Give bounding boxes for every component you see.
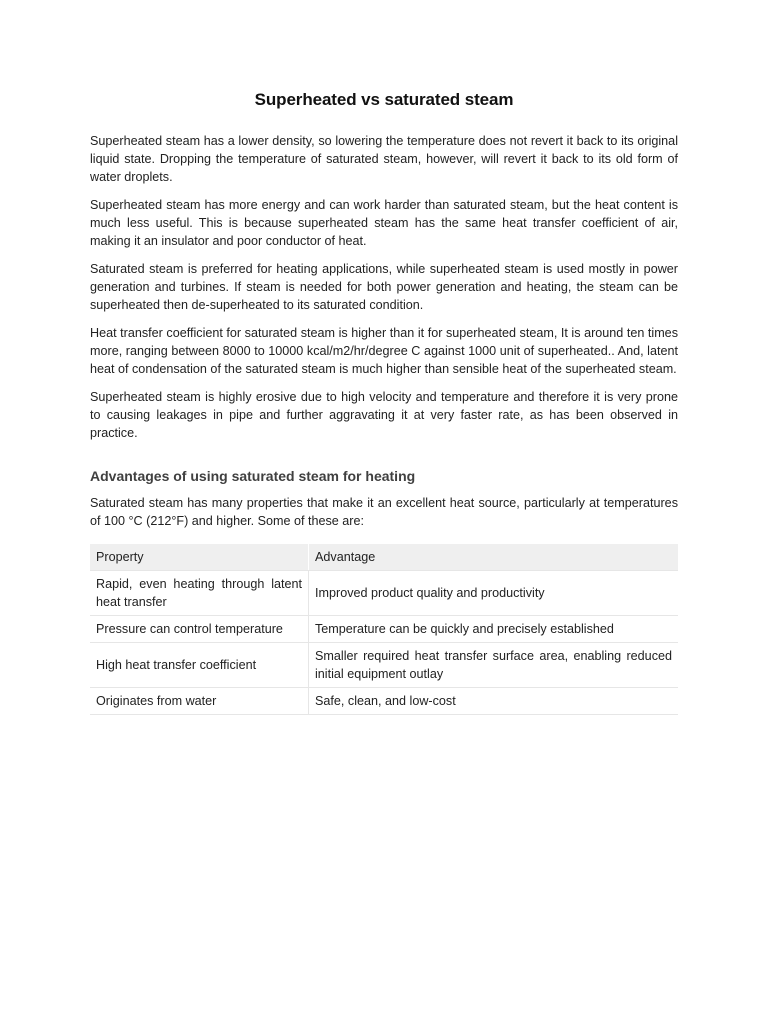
table-cell-property: High heat transfer coefficient [90, 643, 309, 688]
paragraph-applications: Saturated steam is preferred for heating applications, while superheated steam is used mostly in power generation and turbines. If steam is needed for both power generation and heating, the steam can be superheated then de-superheated to its saturated condition. [90, 262, 678, 312]
advantages-table [90, 544, 678, 715]
paragraph-heat-transfer: Heat transfer coefficient for saturated steam is higher than it for superheated steam, It is around ten times more, ranging between 8000 to 10000 kcal/m2/hr/degree C against 1000 unit of superheated.. And, latent heat of condensation of the saturated steam is much higher than sensible heat of the superheated steam. [90, 326, 678, 376]
section-heading: Advantages of using saturated steam for heating [90, 468, 416, 484]
paragraph-density: Superheated steam has a lower density, so lowering the temperature does not revert it back to its original liquid state. Dropping the temperature of saturated steam, however, will revert it back to its old form of water droplets. [90, 134, 678, 184]
table-cell-property: Pressure can control temperature [90, 616, 309, 643]
table-cell-property: Rapid, even heating through latent heat transfer [90, 571, 309, 616]
paragraph-erosion: Superheated steam is highly erosive due to high velocity and temperature and therefore it is very prone to causing leakages in pipe and further aggravating it at very faster rate, as has been observed in practice. [90, 390, 678, 440]
table-row [90, 571, 678, 616]
table-cell-advantage: Safe, clean, and low-cost [309, 688, 679, 715]
table-row [90, 643, 678, 688]
table-row [90, 688, 678, 715]
table-cell-advantage: Temperature can be quickly and precisely established [309, 616, 679, 643]
table-cell-property: Originates from water [90, 688, 309, 715]
column-header-property: Property [90, 544, 309, 571]
column-header-advantage: Advantage [309, 544, 679, 571]
paragraph-energy: Superheated steam has more energy and can work harder than saturated steam, but the heat content is much less useful. This is because superheated steam has the same heat transfer coefficient of air, making it an insulator and poor conductor of heat. [90, 198, 678, 248]
table-header-row [90, 544, 678, 571]
section-intro: Saturated steam has many properties that make it an excellent heat source, particularly at temperatures of 100 °C (212°F) and higher. Some of these are: [90, 496, 678, 528]
page-title: Superheated vs saturated steam [254, 90, 514, 109]
table-row [90, 616, 678, 643]
table-cell-advantage: Smaller required heat transfer surface area, enabling reduced initial equipment outlay [309, 643, 679, 688]
table-cell-advantage: Improved product quality and productivity [309, 571, 679, 616]
